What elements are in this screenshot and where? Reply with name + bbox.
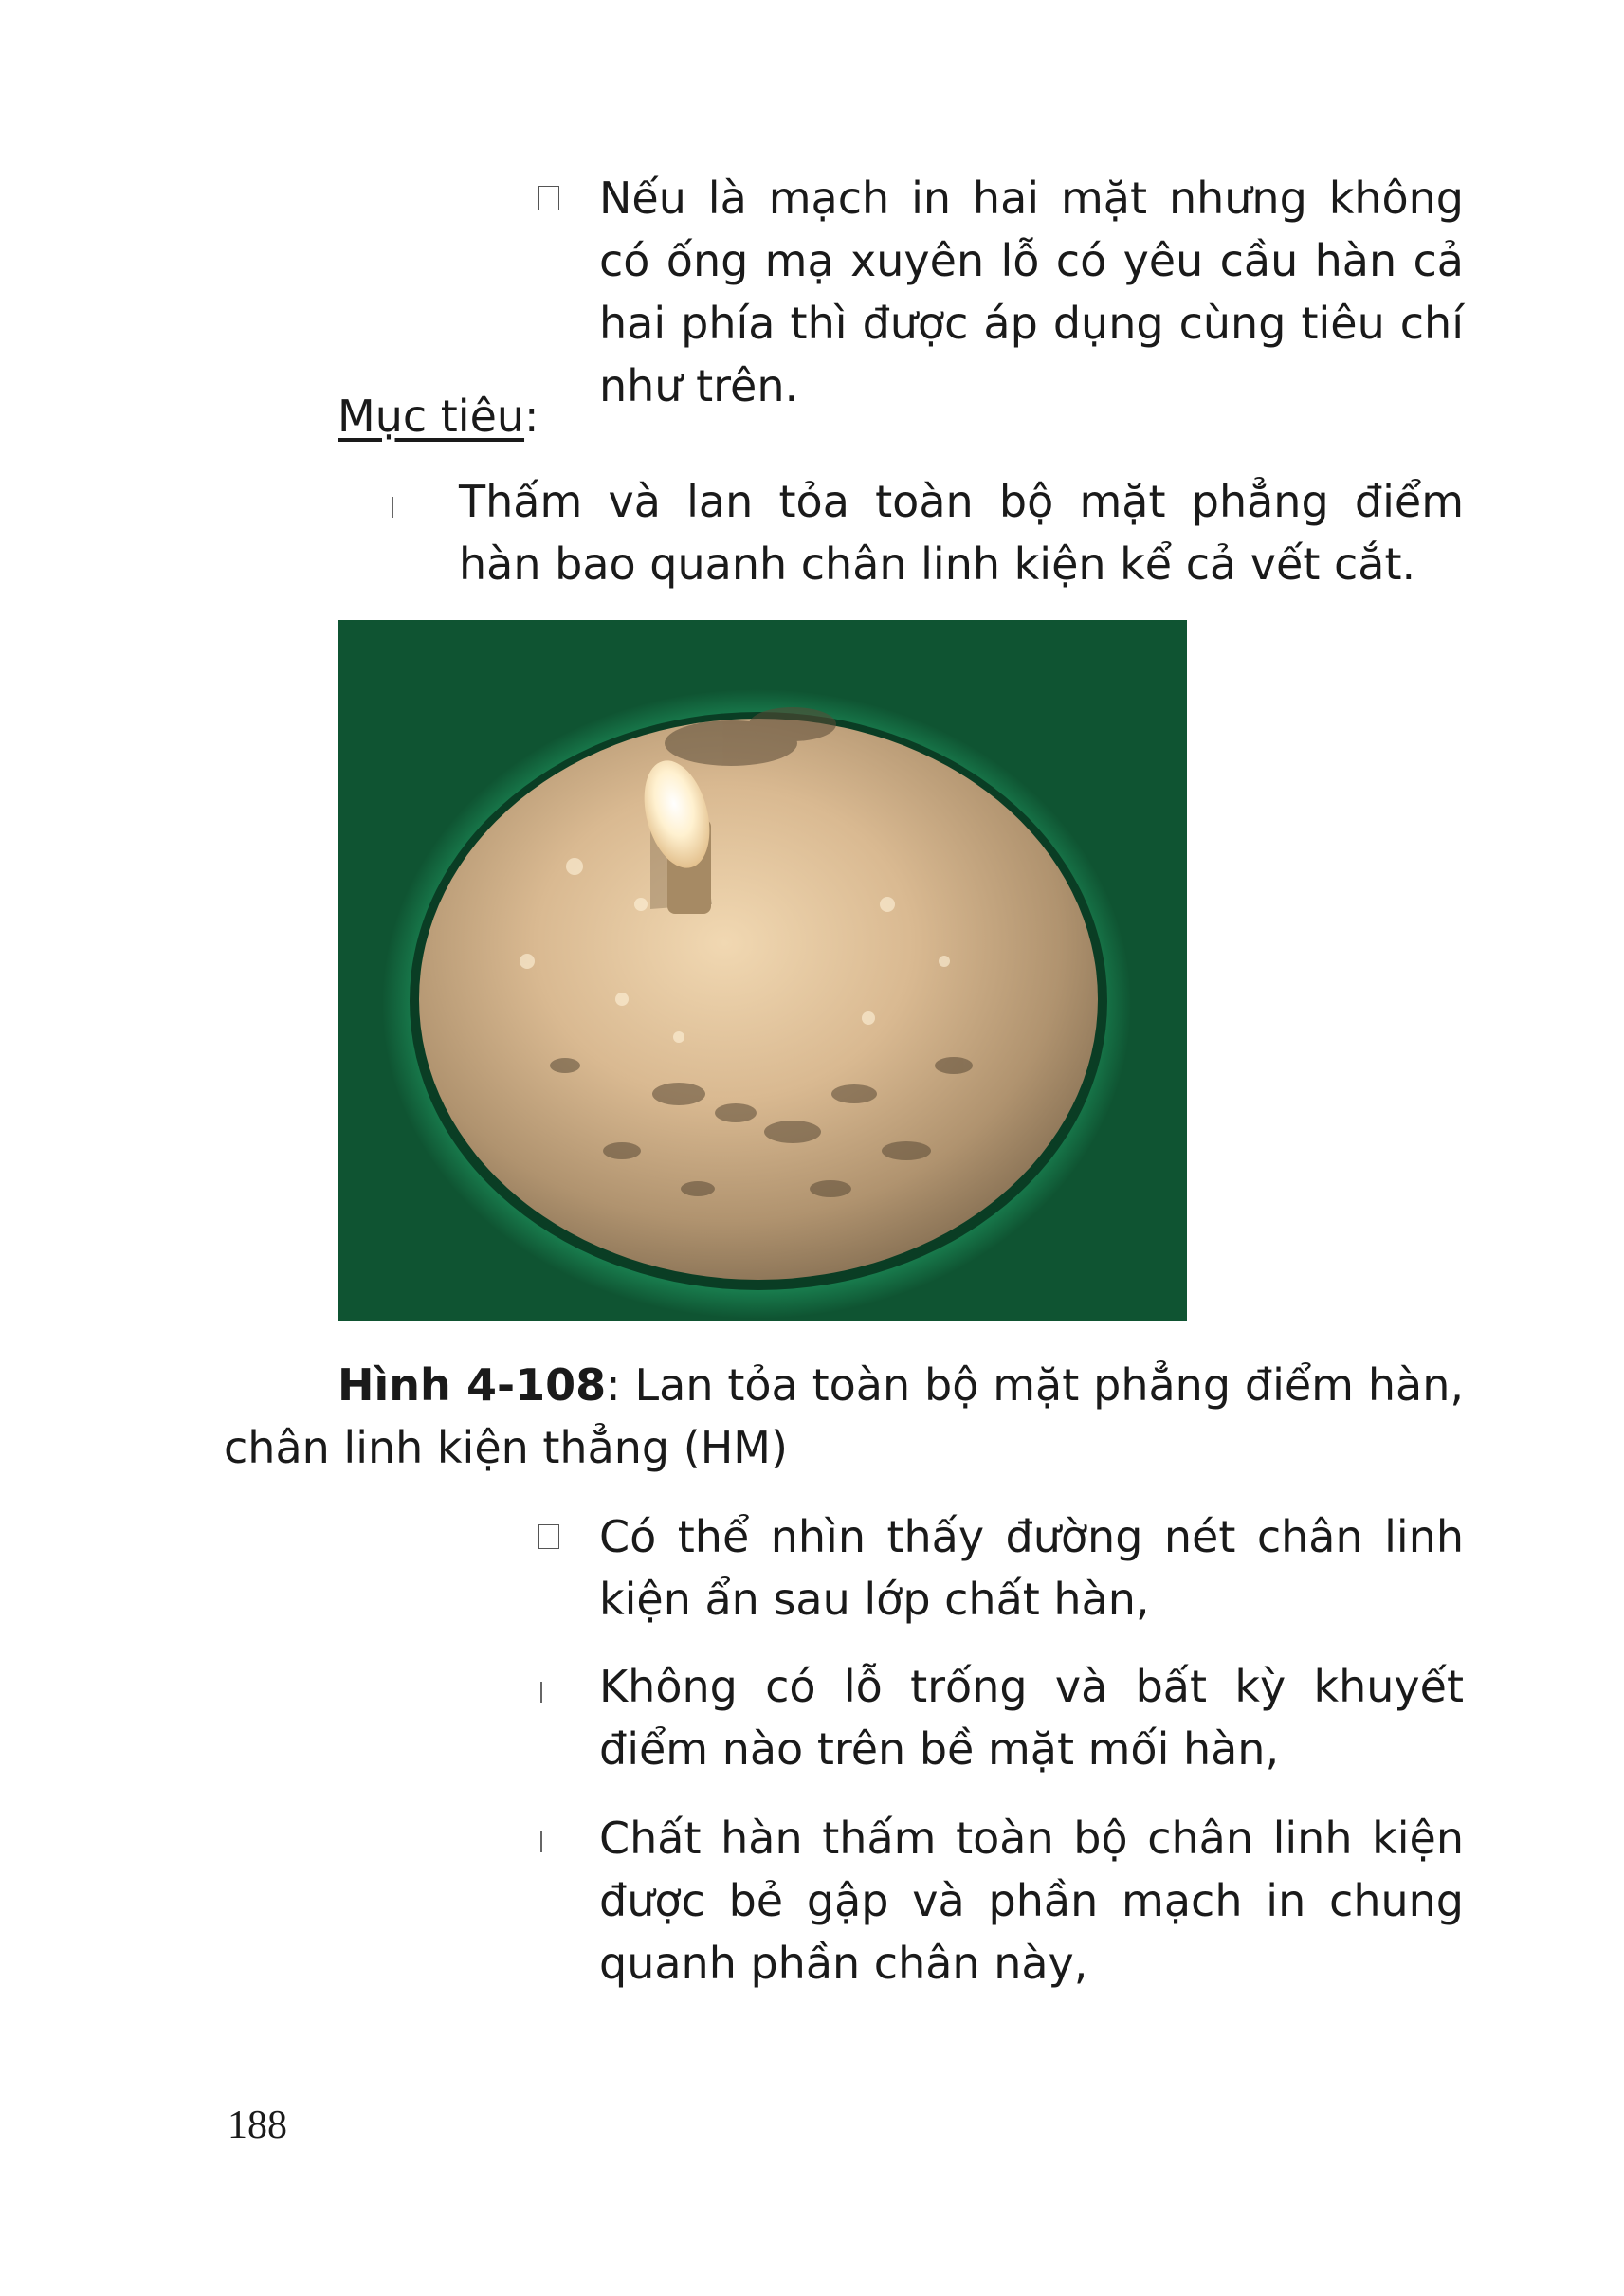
figure-caption-text: : Lan tỏa toàn bộ mặt phẳng điểm hàn, chân linh kiện thẳng (HM) [224,1359,1464,1473]
bullet-paragraph-5: Chất hàn thấm toàn bộ chân linh kiện được bẻ gập và phần mạch in chung quanh phần chân này, [599,1813,1464,1989]
solder-joint-photo [338,620,1187,1321]
page-number: 188 [228,2104,287,2147]
checkbox-bullet-icon [538,186,559,210]
bar-bullet-icon [540,1682,542,1703]
figure-label: Hình 4-108 [338,1359,607,1411]
bar-bullet-icon [392,497,393,518]
figure-caption [224,1354,1464,1479]
heading-label: Mục tiêu [338,391,525,442]
bullet-paragraph-2: Thấm và lan tỏa toàn bộ mặt phẳng điểm hàn bao quanh chân linh kiện kể cả vết cắt. [459,476,1464,590]
solder-joint-illustration [338,620,1187,1321]
bullet-paragraph-3: Có thể nhìn thấy đường nét chân linh kiện ẩn sau lớp chất hàn, [599,1511,1464,1625]
bullet-paragraph-4: Không có lỗ trống và bất kỳ khuyết điểm nào trên bề mặt mối hàn, [599,1661,1464,1775]
section-heading [338,385,539,447]
heading-colon: : [524,391,539,442]
bullet-paragraph-1: Nếu là mạch in hai mặt nhưng không có ống mạ xuyên lỗ có yêu cầu hàn cả hai phía thì được áp dụng cùng tiêu chí như trên. [599,173,1464,411]
bar-bullet-icon [540,1831,542,1852]
checkbox-bullet-icon [538,1524,559,1549]
